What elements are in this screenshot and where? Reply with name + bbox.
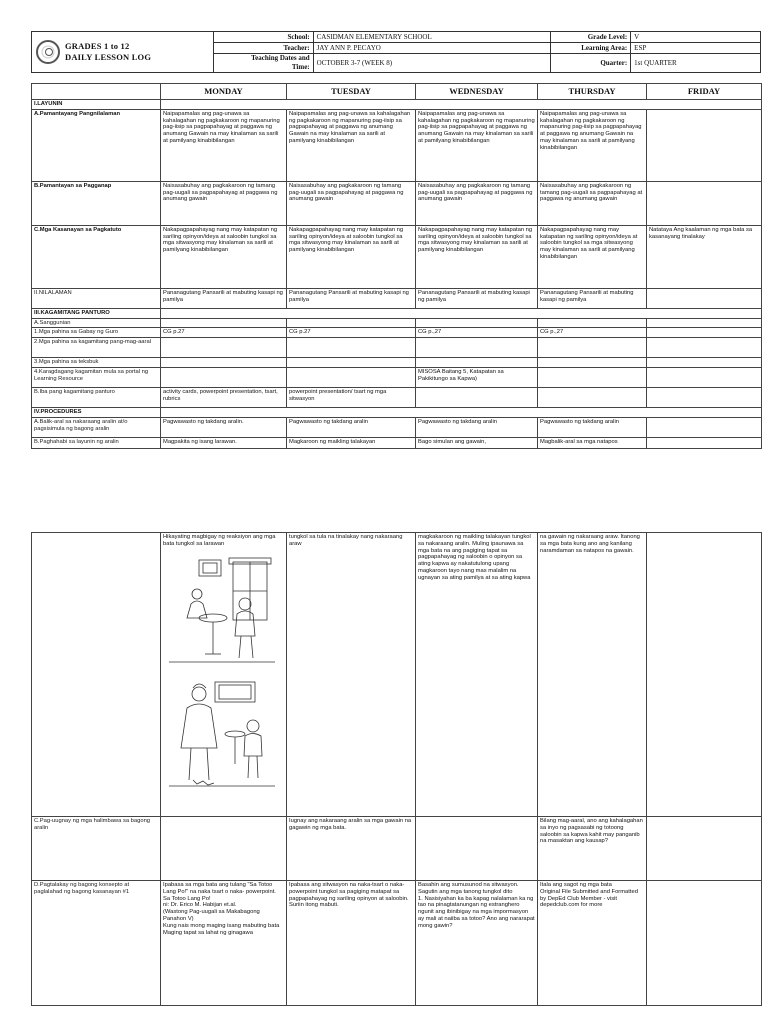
day-cell: Nakapagpapahayag nang may katapatan ng sariling opinyon/ideya at saloobin tungkol sa mga sitwasyong may kinalaman sa sarili at pamilyang kinabibilangan bbox=[538, 225, 647, 288]
day-cell: Naipapamalas ang pag-unawa sa kahalagahan ng pagkakaroon ng mapanuring pag-iisip sa pagpapahayag at paggawa ng anumang Gawain na may kinalaman sa sarili at pamilyang kinabibilangan bbox=[538, 109, 647, 181]
cell-text: Bilang mag-aaral, ano ang kahalagahan sa inyo ng pagsasabi ng totoong saloobin sa kapwa kahit may panganib na masaktan ang kausap? bbox=[540, 818, 643, 845]
day-cell: Bago simulan ang gawain, bbox=[416, 437, 538, 448]
lesson-row bbox=[32, 417, 762, 437]
row-label: B.Paghahabi sa layunin ng aralin bbox=[32, 437, 161, 448]
quarter-value: 1st QUARTER bbox=[631, 54, 761, 73]
day-cell bbox=[161, 881, 287, 1006]
day-cell bbox=[416, 358, 538, 368]
row-label: II.NILALAMAN bbox=[32, 288, 161, 308]
teacher-value: JAY ANN P. PECAYO bbox=[313, 43, 551, 54]
cell-text: Iugnay ang nakaraang aralin sa mga gawain na gagawin ng mga bata. bbox=[289, 818, 412, 831]
day-cell: Pagwawasto ng takdang aralin. bbox=[161, 417, 287, 437]
area-value: ESP bbox=[631, 43, 761, 54]
grade-label: Grade Level: bbox=[551, 32, 631, 43]
row-label: B.Pamantayan sa Pagganap bbox=[32, 181, 161, 225]
lesson-row bbox=[32, 338, 762, 358]
logo-subtitle: DAILY LESSON LOG bbox=[65, 52, 152, 62]
row-label: IV.PROCEDURES bbox=[32, 407, 161, 417]
day-cell: CG p.27 bbox=[161, 328, 287, 338]
row-label: A.Sanggunian bbox=[32, 318, 161, 328]
lesson-row bbox=[32, 358, 762, 368]
row-label: A.Pamantayang Pangnilalaman bbox=[32, 109, 161, 181]
day-cell: Magbalik-aral sa mga natapos bbox=[538, 437, 647, 448]
day-header: MONDAY bbox=[161, 84, 287, 100]
day-cell bbox=[416, 817, 538, 881]
day-header: THURSDAY bbox=[538, 84, 647, 100]
day-cell bbox=[647, 417, 762, 437]
header-table bbox=[31, 31, 761, 73]
day-cell: Nakapagpapahayag nang may katapatan ng sariling opinyon/ideya at saloobin tungkol sa mga sitwasyong may kinalaman sa sarili at pamilyang kinabibilangan bbox=[287, 225, 416, 288]
day-cell bbox=[287, 338, 416, 358]
dates-label-line1: Teaching Dates and bbox=[251, 54, 310, 62]
day-cell bbox=[416, 387, 538, 407]
area-label: Learning Area: bbox=[551, 43, 631, 54]
day-cell bbox=[538, 367, 647, 387]
day-cell: Pananagutang Pansarili at mabuting kasapi ng pamilya bbox=[416, 288, 538, 308]
day-cell: activity cards, powerpoint presentation, tsart, rubrics bbox=[161, 387, 287, 407]
day-cell bbox=[647, 358, 762, 368]
day-cell bbox=[161, 358, 287, 368]
day-cell bbox=[647, 181, 762, 225]
day-cell: Pagwawasto ng takdang aralin bbox=[287, 417, 416, 437]
day-header: WEDNESDAY bbox=[416, 84, 538, 100]
lesson-row bbox=[32, 367, 762, 387]
cell-text: na gawain ng nakaraang araw. Itanong sa mga bata kung ano ang kanilang naramdaman sa natapos na gawain. bbox=[540, 534, 640, 554]
day-cell: CG p.,27 bbox=[538, 328, 647, 338]
section-span-cell bbox=[161, 308, 762, 318]
day-cell: Magkaroon ng maikling talakayan bbox=[287, 437, 416, 448]
row-label: 2.Mga pahina sa kagamitang pang-mag-aaral bbox=[32, 338, 161, 358]
day-cell bbox=[647, 533, 762, 817]
day-cell: Natataya Ang kaalaman ng mga bata sa kasanayang tinalakay bbox=[647, 225, 762, 288]
day-cell bbox=[287, 318, 416, 328]
day-cell bbox=[416, 318, 538, 328]
day-cell: Naisasabuhay ang pagkakaroon ng tamang pag-uugali sa pagpapahayag at paggawa ng anumang gawain bbox=[161, 181, 287, 225]
day-cell bbox=[287, 358, 416, 368]
cell-text: Basahin ang sumusunod na sitwasyon. Sagutin ang mga tanong tungkol dito 1. Nasisiyahan ka ba kapag nalalaman ka ng tao na pinagtatanungan ng estranghero ngunit ang ibinibigay na mga impormasyon ay mali at naiiba sa totoo? Ano ang nararapat mong gawin? bbox=[418, 882, 535, 929]
day-cell: Naisasabuhay ang pagkakaroon ng tamang pag-uugali sa pagpapahayag at paggawa ng anumang gawain bbox=[287, 181, 416, 225]
day-cell: Nakapagpapahayag nang may katapatan ng sariling opinyon/ideya at saloobin tungkol sa mga sitwasyong may kinalaman sa sarili at pamilyang kinabibilangan bbox=[161, 225, 287, 288]
day-cell bbox=[647, 387, 762, 407]
row-label: D.Pagtalakay ng bagong konsepto at paglalahad ng bagong kasanayan #1 bbox=[32, 881, 161, 1006]
day-cell bbox=[287, 881, 416, 1006]
cell-text: Ipabasa ang sitwasyon na naka-tsart o naka-powerpoint tungkol sa pagiging matapat sa pagpapahayag ng sariling opinyon at saloobin. Suriin itong mabuti. bbox=[289, 882, 409, 909]
row-label bbox=[32, 533, 161, 817]
lesson-row bbox=[32, 100, 762, 110]
day-cell: CG p.27 bbox=[287, 328, 416, 338]
cell-text: Itala ang sagot ng mga bata Original File Submitted and Formatted by DepEd Club Member - visit depedclub.com for more bbox=[540, 882, 638, 909]
day-cell bbox=[538, 533, 647, 817]
day-cell: powerpoint presentation/ tsart ng mga sitwasyon bbox=[287, 387, 416, 407]
day-cell bbox=[647, 881, 762, 1006]
day-cell bbox=[161, 338, 287, 358]
lesson-row bbox=[32, 318, 762, 328]
lesson-row bbox=[32, 407, 762, 417]
lesson-row bbox=[32, 308, 762, 318]
mother-and-children-illustration bbox=[163, 554, 281, 794]
logo-cell bbox=[32, 32, 214, 73]
cell-text: tungkol sa tula na tinalakay nang nakaraang araw bbox=[289, 534, 403, 547]
school-value: CASIDMAN ELEMENTARY SCHOOL bbox=[313, 32, 551, 43]
day-cell bbox=[416, 533, 538, 817]
school-label: School: bbox=[213, 32, 313, 43]
cell-text: magkakaroon ng maikling talakayan tungkol sa nakaraang aralin. Muling ipaunawa sa mga bata na ang pagiging tapat sa pagpapahayag ng saloobin o opinyon sa ating kapwa ay nakatutulong upang magkaroon tayo nang mas malalim na ugnayan sa ating pamilya at sa ating kapwa bbox=[418, 534, 531, 581]
day-cell bbox=[647, 288, 762, 308]
cell-text: Hikayating magbigay ng reaksiyon ang mga bata tungkol sa larawan bbox=[163, 534, 276, 547]
section-span-cell bbox=[161, 100, 762, 110]
cell-text: Ipabasa sa mga bata ang tulang "Sa Totoo Lang Po!" na naka tsart o naka- powerpoint. Sa Totoo Lang Po! ni: Dr. Erico M. Habijan et.al. (Wastong Pag-uugali sa Makabagong Panahon V) Kung nais mong maging isang mabuting bata Maging tapat sa lahat ng ginagawa bbox=[163, 882, 280, 936]
day-cell bbox=[538, 881, 647, 1006]
day-header: TUESDAY bbox=[287, 84, 416, 100]
day-cell: Pananagutang Pansarili at mabuting kasapi ng pamilya bbox=[538, 288, 647, 308]
day-cell bbox=[538, 817, 647, 881]
row-label: 3.Mga pahina sa teksbuk bbox=[32, 358, 161, 368]
day-cell bbox=[287, 367, 416, 387]
day-cell: Naisasabuhay ang pagkakaroon ng tamang pag-uugali sa pagpapahayag at paggawa ng anumang gawain bbox=[538, 181, 647, 225]
day-cell: Pananagutang Pansarili at mabuting kasapi ng pamilya bbox=[287, 288, 416, 308]
section-span-cell bbox=[161, 407, 762, 417]
day-cell bbox=[538, 318, 647, 328]
day-cell: Pagwawasto ng takdang aralin bbox=[416, 417, 538, 437]
logo-title: GRADES 1 to 12 bbox=[65, 41, 130, 51]
day-cell bbox=[647, 367, 762, 387]
day-cell bbox=[416, 338, 538, 358]
day-cell: Pagwawasto ng takdang aralin bbox=[538, 417, 647, 437]
row-label: III.KAGAMITANG PANTURO bbox=[32, 308, 161, 318]
lesson-row bbox=[32, 437, 762, 448]
day-cell bbox=[647, 437, 762, 448]
row-label: A.Balik-aral sa nakaraang aralin at/o pagsisimula ng bagong aralin bbox=[32, 417, 161, 437]
lesson-log-table bbox=[31, 83, 762, 449]
row-label: C.Mga Kasanayan sa Pagkatuto bbox=[32, 225, 161, 288]
lesson-row bbox=[32, 533, 762, 817]
lesson-log-table-continued bbox=[31, 532, 762, 1006]
day-cell bbox=[161, 817, 287, 881]
day-cell bbox=[161, 533, 287, 817]
day-cell: Pananagutang Pansarili at mabuting kasapi ng pamilya bbox=[161, 288, 287, 308]
grade-value: V bbox=[631, 32, 761, 43]
day-cell bbox=[161, 367, 287, 387]
day-cell bbox=[416, 881, 538, 1006]
day-cell bbox=[647, 109, 762, 181]
lesson-row bbox=[32, 181, 762, 225]
day-cell: Nakapagpapahayag nang may katapatan ng sariling opinyon/ideya at saloobin tungkol sa mga sitwasyong may kinalaman sa sarili at pamilyang kinabibilangan bbox=[416, 225, 538, 288]
day-cell bbox=[538, 358, 647, 368]
day-header-row bbox=[32, 84, 762, 100]
dates-value: OCTOBER 3-7 (WEEK 8) bbox=[313, 54, 551, 73]
lesson-row bbox=[32, 225, 762, 288]
day-header: FRIDAY bbox=[647, 84, 762, 100]
day-cell bbox=[538, 387, 647, 407]
day-cell: CG p.,27 bbox=[416, 328, 538, 338]
day-cell bbox=[647, 817, 762, 881]
day-cell: Naipapamalas ang pag-unawa sa kahalagahan ng pagkakaroon ng mapanuring pag-iisip sa pagpapahayag at paggawa ng anumang Gawain na may kinalaman sa sarili at pamilyang kinabibilangan bbox=[287, 109, 416, 181]
day-cell bbox=[647, 318, 762, 328]
day-cell bbox=[647, 338, 762, 358]
row-label: B.Iba pang kagamitang panturo bbox=[32, 387, 161, 407]
lesson-row bbox=[32, 881, 762, 1006]
row-label: 4.Karagdagang kagamitan mula sa portal ng Learning Resource bbox=[32, 367, 161, 387]
day-cell bbox=[287, 533, 416, 817]
dates-label-line2: Time: bbox=[291, 63, 310, 71]
day-cell: Naisasabuhay ang pagkakaroon ng tamang pag-uugali sa pagpapahayag at paggawa ng anumang gawain bbox=[416, 181, 538, 225]
day-cell bbox=[161, 318, 287, 328]
teacher-label: Teacher: bbox=[213, 43, 313, 54]
day-cell bbox=[538, 338, 647, 358]
day-cell: MISOSA Baitang 5, Katapatan sa Pakikitungo sa Kapwa) bbox=[416, 367, 538, 387]
day-cell bbox=[287, 817, 416, 881]
lesson-row bbox=[32, 288, 762, 308]
day-cell: Naipapamalas ang pag-unawa sa kahalagahan ng pagkakaroon ng mapanuring pag-iisip sa pagpapahayag at paggawa ng anumang Gawain na may kinalaman sa sarili at pamilyang kinabibilangan bbox=[161, 109, 287, 181]
day-cell bbox=[647, 328, 762, 338]
day-cell: Magpakita ng isang larawan. bbox=[161, 437, 287, 448]
lesson-row bbox=[32, 328, 762, 338]
row-label: C.Pag-uugnay ng mga halimbawa sa bagong aralin bbox=[32, 817, 161, 881]
lesson-row bbox=[32, 817, 762, 881]
dates-label bbox=[213, 54, 313, 73]
day-cell: Naipapamalas ang pag-unawa sa kahalagahan ng pagkakaroon ng mapanuring pag-iisip sa pagpapahayag at paggawa ng anumang Gawain na may kinalaman sa sarili at pamilyang kinabibilangan bbox=[416, 109, 538, 181]
corner-cell bbox=[32, 84, 161, 100]
lesson-row bbox=[32, 387, 762, 407]
quarter-label: Quarter: bbox=[551, 54, 631, 73]
row-label: 1.Mga pahina sa Gabay ng Guro bbox=[32, 328, 161, 338]
deped-seal-icon bbox=[36, 40, 60, 64]
row-label: I.LAYUNIN bbox=[32, 100, 161, 110]
lesson-row bbox=[32, 109, 762, 181]
